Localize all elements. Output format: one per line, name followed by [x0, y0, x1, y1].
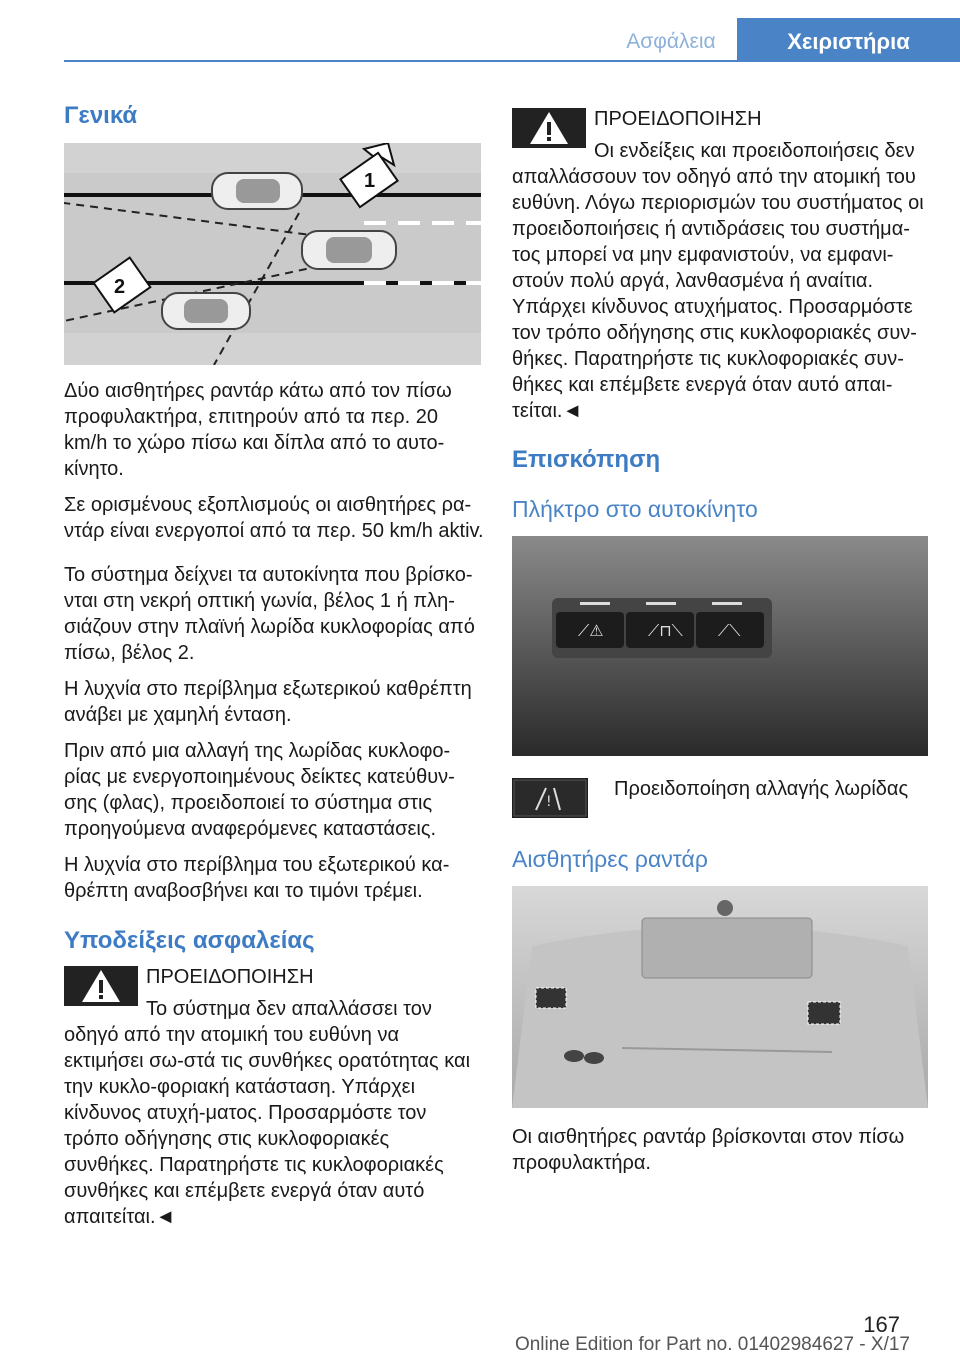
- heading-general: Γενικά: [64, 102, 138, 129]
- heading-button-in-car: Πλήκτρο στο αυτοκίνητο: [512, 496, 758, 522]
- general-paragraph-4: Η λυχνία στο περίβλημα εξωτερικού καθρέπτη ανάβει με χαμηλή ένταση.: [64, 678, 472, 726]
- general-text: [64, 378, 484, 914]
- tab-safety[interactable]: Ασφάλεια: [626, 30, 716, 53]
- rear-bumper-photo: [512, 886, 928, 1108]
- header-rule: [64, 60, 960, 62]
- svg-text:⟋⚠: ⟋⚠: [578, 621, 604, 640]
- general-paragraph-6: Η λυχνία στο περίβλημα του εξωτερικού κα-θρέπτη αναβοσβήνει και το τιμόνι τρέμει.: [64, 854, 450, 902]
- page-header: [0, 0, 960, 64]
- page-number: 167: [863, 1312, 900, 1337]
- heading-radar-sensors: Αισθητήρες ραντάρ: [512, 846, 708, 872]
- svg-text:⟋⊓⟍: ⟋⊓⟍: [648, 621, 683, 640]
- warning-title-right: ΠΡΟΕΙΔΟΠΟΙΗΣΗ: [594, 108, 762, 130]
- svg-text:1: 1: [364, 170, 376, 192]
- radar-sensor-right: [808, 1002, 840, 1024]
- radar-caption: Οι αισθητήρες ραντάρ βρίσκονται στον πίσω προφυλακτήρα.: [512, 1126, 905, 1174]
- blind-spot-diagram: [64, 143, 481, 365]
- car-ego-icon: [302, 231, 396, 269]
- tab-controls[interactable]: Χειριστήρια: [737, 18, 960, 62]
- svg-text:⟋⟍: ⟋⟍: [718, 621, 741, 640]
- general-paragraph-1: Δύο αισθητήρες ραντάρ κάτω από τον πίσω προφυλακτήρα, επιτηρούν από τα περ. 20 km/h το χώρο πίσω και δίπλα από το αυτο-κίνητο.: [64, 380, 452, 480]
- warning-text-right: Οι ενδείξεις και προειδοποιήσεις δεν απαλλάσσουν τον οδηγό από την ατομική του ευθύνη. Λόγω περιορισμών του συστήματος οι προειδοποιήσεις ή αντιδράσεις του συστήμα-τος μπορεί να μην εμφανιστούν, να εμφανι-στούν πολύ αργά, λανθασμένα ή αναίτια. Υπάρχει κίνδυνος ατυχήματος. Προσαρμόστε τον τρόπο οδήγησης στις κυκλοφοριακές συν-θήκες. Παρατηρήστε τις κυκλοφοριακές συν-θήκες και επέμβετε ενεργά όταν αυτό απαι-τείται.◄: [512, 140, 924, 422]
- svg-text:!: !: [546, 794, 552, 810]
- general-paragraph-5: Πριν από μια αλλαγή της λωρίδας κυκλοφο-ρίας με ενεργοποιημένους δείκτες κατεύθυν-σης (φλας), προειδοποιεί το σύστημα στις προηγούμενα αναφερόμενες καταστάσεις.: [64, 740, 455, 840]
- road-illustration: [64, 143, 481, 365]
- lane-change-warning-label: Προειδοποίηση αλλαγής λωρίδας: [614, 778, 909, 800]
- heading-overview: Επισκόπηση: [512, 446, 661, 473]
- logo-emblem: [717, 900, 733, 916]
- general-paragraph-2: Σε ορισμένους εξοπλισμούς οι αισθητήρες ρα-ντάρ είναι ενεργοποί από τα περ. 50 km/h aktiv.: [64, 494, 484, 542]
- svg-text:2: 2: [114, 276, 126, 298]
- warning-title-left: ΠΡΟΕΙΔΟΠΟΙΗΣΗ: [146, 966, 314, 988]
- radar-sensor-left: [536, 988, 566, 1008]
- car-1-icon: [212, 173, 302, 209]
- warning-text-left: Το σύστημα δεν απαλλάσσει τον οδηγό από την ατομική του ευθύνη να εκτιμήσει σω-στά τις συνθήκες ορατότητας και την κυκλο-φοριακή κατάσταση. Υπάρχει κίνδυνος ατυχή-ματος. Προσαρμόστε τον τρόπο οδήγησης στις κυκλοφοριακές συνθήκες. Παρατηρήστε τις κυκλοφοριακές συνθήκες και επέμβετε ενεργά όταν αυτό απαιτείται.◄: [64, 998, 471, 1228]
- button-panel-photo: [512, 536, 928, 756]
- heading-safety-notes: Υποδείξεις ασφαλείας: [64, 927, 315, 954]
- car-2-icon: [162, 293, 250, 329]
- general-paragraph-3: Το σύστημα δείχνει τα αυτοκίνητα που βρίσκο-νται στη νεκρή οπτική γωνία, βέλος 1 ή πλη-σιάζουν στην πλαϊνή λωρίδα κυκλοφορίας από πίσω, βέλος 2.: [64, 564, 475, 664]
- online-edition-note: Online Edition for Part no. 01402984627 - X/17: [514, 1334, 910, 1355]
- lane-change-warning-icon: [512, 778, 588, 818]
